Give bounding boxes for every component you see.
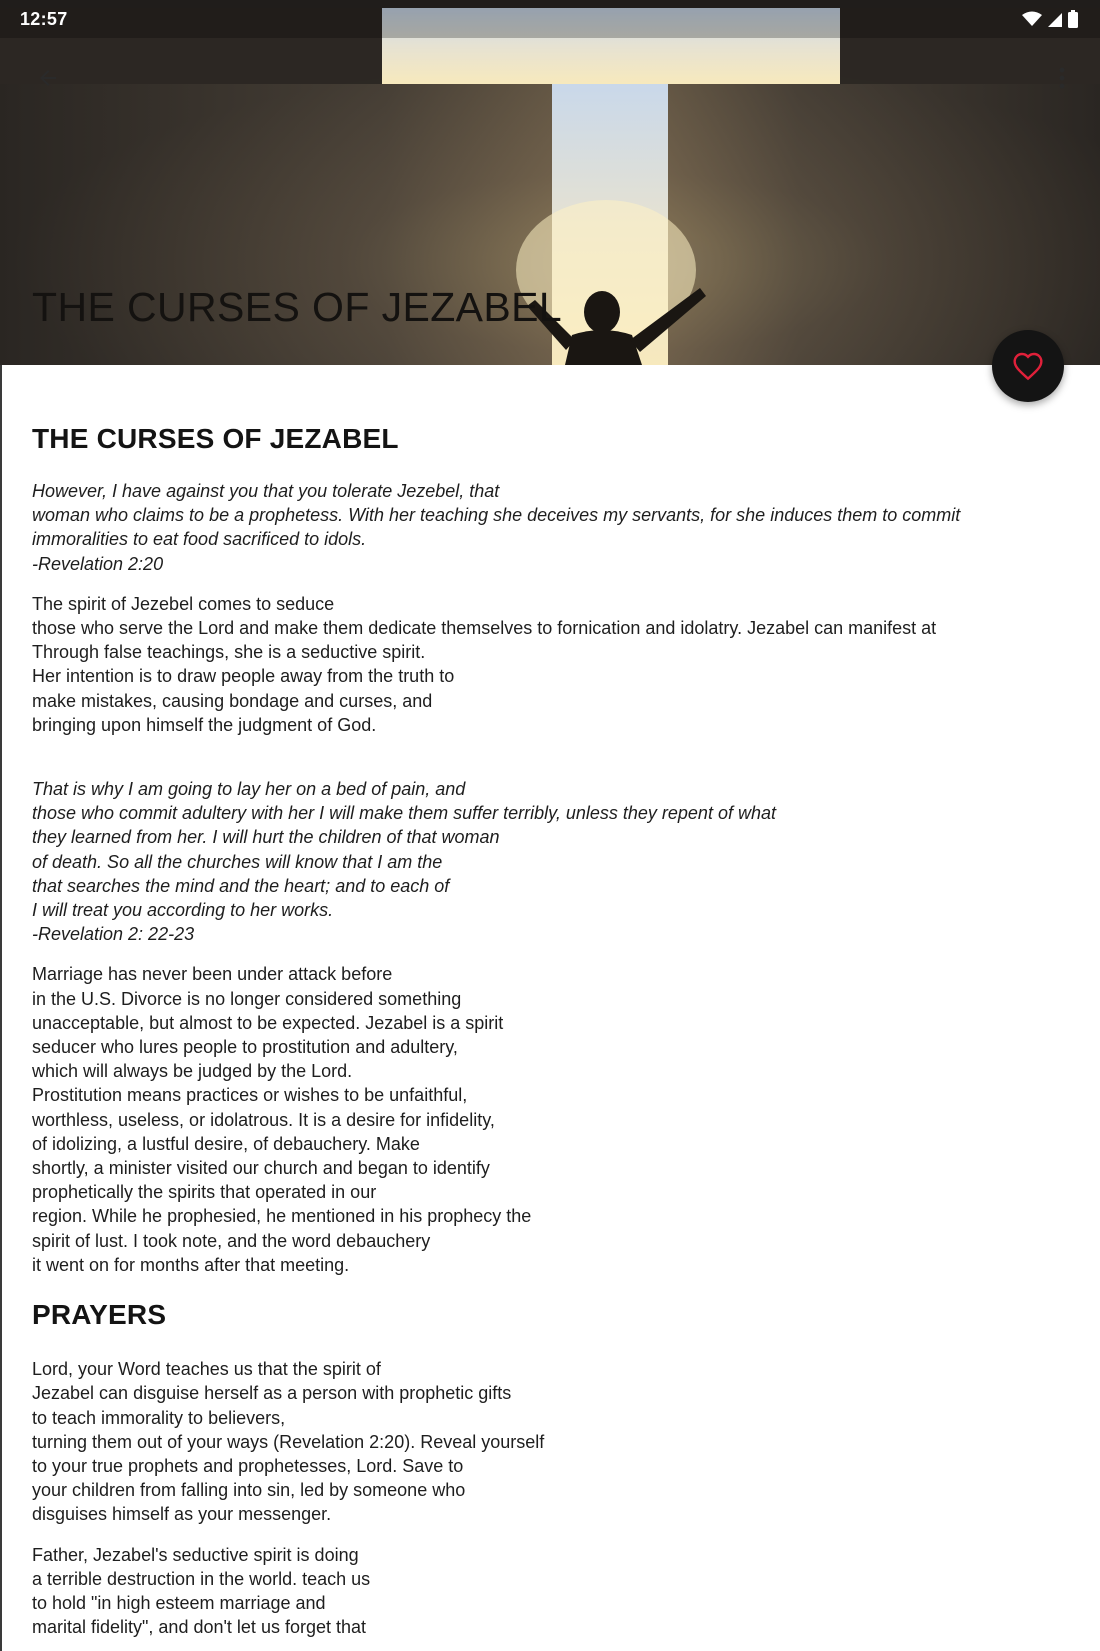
article-body: [0, 365, 1100, 1651]
paragraph-line: I will treat you according to her works.: [32, 900, 334, 921]
paragraph-line: Lord, your Word teaches us that the spirit of: [32, 1359, 381, 1380]
prayer-paragraphs: [32, 1357, 1070, 1639]
paragraph-line: in the U.S. Divorce is no longer considered something: [32, 988, 462, 1009]
paragraph-line: woman who claims to be a prophetess. With her teaching she deceives my servants, for she induces them to commit: [32, 505, 961, 526]
paragraph-line: Her intention is to draw people away from the truth to: [32, 666, 455, 687]
paragraph-line: worthless, useless, or idolatrous. It is a desire for infidelity,: [32, 1109, 495, 1130]
back-button[interactable]: [26, 56, 70, 100]
paragraph-line: -Revelation 2: 22-23: [32, 924, 195, 945]
battery-icon: [1068, 10, 1078, 28]
paragraph-line: immoralities to eat food sacrificed to idols.: [32, 529, 367, 550]
paragraph-line: Prostitution means practices or wishes to be unfaithful,: [32, 1085, 468, 1106]
paragraph-line: region. While he prophesied, he mentioned in his prophecy the: [32, 1206, 532, 1227]
paragraph-line: your children from falling into sin, led by someone who: [32, 1480, 466, 1501]
more-vert-icon: [1058, 66, 1066, 90]
paragraph-line: turning them out of your ways (Revelation 2:20). Reveal yourself: [32, 1431, 545, 1452]
paragraph-line: -Revelation 2:20: [32, 553, 164, 574]
paragraph-line: However, I have against you that you tolerate Jezebel, that: [32, 481, 500, 501]
article-title: THE CURSES OF JEZABEL: [32, 423, 399, 454]
app-bar-title: THE CURSES OF JEZABEL: [32, 284, 563, 330]
heart-outline-icon: [1012, 351, 1044, 381]
paragraph-line: to your true prophets and prophetesses, Lord. Save to: [32, 1455, 464, 1476]
paragraph-line: which will always be judged by the Lord.: [32, 1061, 353, 1082]
paragraph-line: of death. So all the churches will know that I am the: [32, 851, 443, 872]
paragraph-line: make mistakes, causing bondage and curses, and: [32, 690, 433, 711]
signal-icon: [1048, 11, 1062, 27]
paragraph-line: bringing upon himself the judgment of God.: [32, 714, 377, 735]
paragraph-line: a terrible destruction in the world. teach us: [32, 1568, 371, 1589]
paragraph-line: unacceptable, but almost to be expected. Jezabel is a spirit: [32, 1012, 504, 1033]
overflow-menu-button[interactable]: [1042, 56, 1082, 100]
status-bar: [0, 0, 1100, 38]
paragraph-line: it went on for months after that meeting.: [32, 1254, 350, 1275]
paragraph: [32, 1543, 1070, 1640]
paragraph-line: prophetically the spirits that operated in our: [32, 1182, 377, 1203]
paragraph-line: those who commit adultery with her I will make them suffer terribly, unless they repent of what: [32, 803, 776, 824]
paragraph-line: Jezabel can disguise herself as a person with prophetic gifts: [32, 1383, 512, 1404]
paragraph: [32, 777, 1070, 946]
paragraph-line: that searches the mind and the heart; and to each of: [32, 875, 450, 896]
paragraph-line: The spirit of Jezebel comes to seduce: [32, 593, 335, 614]
paragraph-line: those who serve the Lord and make them dedicate themselves to fornication and idolatry. Jezabel can manifest at: [32, 618, 937, 639]
paragraph-line: of idolizing, a lustful desire, of debauchery. Make: [32, 1133, 420, 1154]
status-icons: [1022, 10, 1078, 28]
favorite-button[interactable]: [992, 330, 1064, 402]
paragraph: [32, 962, 1070, 1277]
status-time: 12:57: [20, 8, 68, 29]
paragraph-line: spirit of lust. I took note, and the word debauchery: [32, 1230, 431, 1251]
paragraph-line: they learned from her. I will hurt the children of that woman: [32, 827, 500, 848]
paragraph: [32, 592, 1070, 737]
prayers-title: PRAYERS: [32, 1299, 167, 1331]
paragraph: [32, 1357, 1070, 1526]
paragraph-line: to hold "in high esteem marriage and: [32, 1592, 326, 1613]
paragraph-line: disguises himself as your messenger.: [32, 1504, 332, 1525]
paragraph-line: shortly, a minister visited our church and began to identify: [32, 1158, 490, 1179]
paragraph-line: Through false teachings, she is a seductive spirit.: [32, 642, 426, 663]
paragraph-line: Marriage has never been under attack before: [32, 964, 393, 985]
paragraph-line: That is why I am going to lay her on a bed of pain, and: [32, 779, 466, 800]
paragraph-line: to teach immorality to believers,: [32, 1407, 286, 1428]
paragraph-line: seducer who lures people to prostitution and adultery,: [32, 1037, 458, 1058]
paragraph-line: marital fidelity", and don't let us forget that: [32, 1617, 367, 1638]
wifi-icon: [1022, 11, 1042, 27]
article-paragraphs: [32, 479, 1070, 1277]
arrow-back-icon: [36, 66, 60, 90]
paragraph: [32, 479, 1070, 576]
paragraph-line: Father, Jezabel's seductive spirit is doing: [32, 1544, 359, 1565]
hero-header: [0, 0, 1100, 365]
